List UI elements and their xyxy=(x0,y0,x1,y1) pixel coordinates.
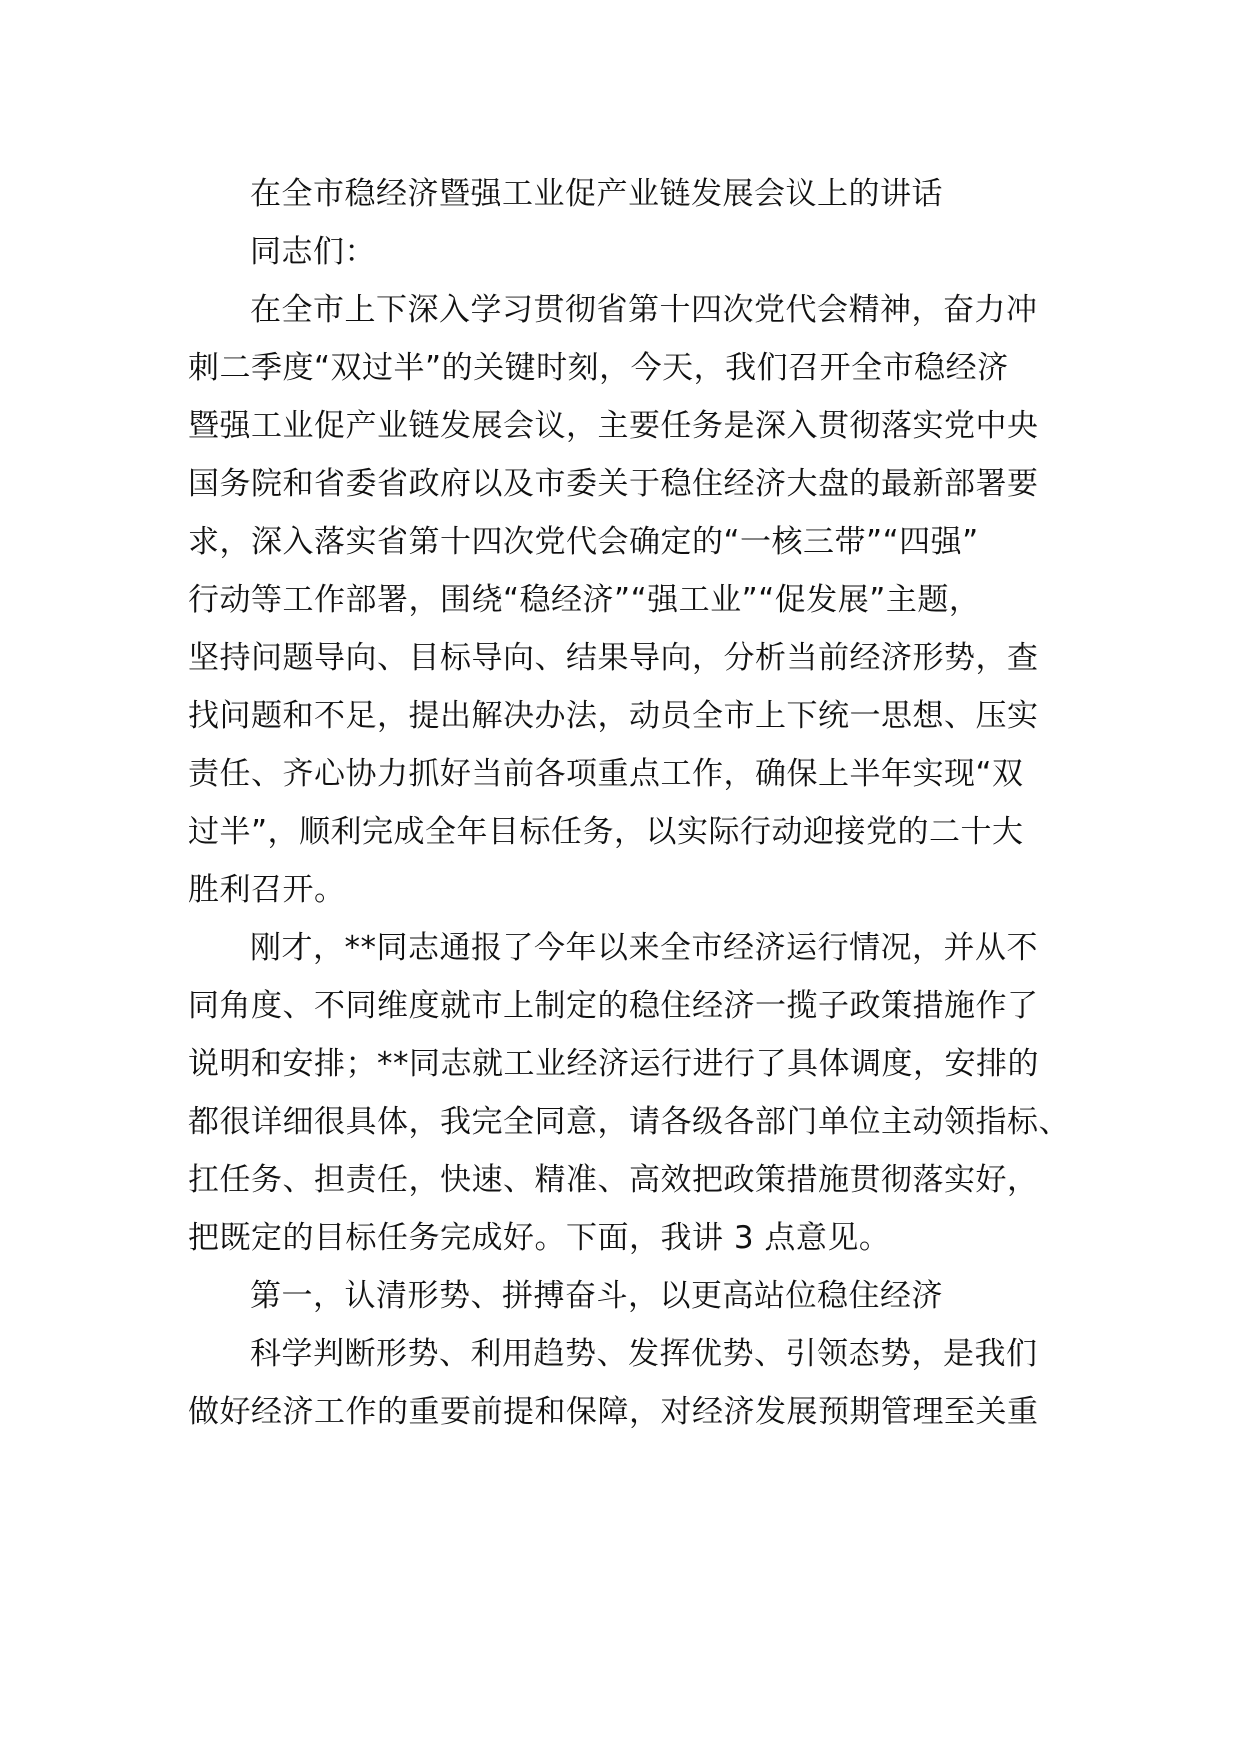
text-line: 暨强工业促产业链发展会议，主要任务是深入贯彻落实党中央 xyxy=(188,408,1039,444)
salutation: 同志们： xyxy=(250,234,376,270)
text-line: 国务院和省委省政府以及市委关于稳住经济大盘的最新部署要 xyxy=(188,466,1039,502)
text-line: 刚才，**同志通报了今年以来全市经济运行情况，并从不 xyxy=(250,930,1038,966)
text-line: 行动等工作部署，围绕“稳经济”“强工业”“促发展”主题， xyxy=(188,582,981,618)
text-line: 责任、齐心协力抓好当前各项重点工作，确保上半年实现“双 xyxy=(188,756,1024,792)
text-line: 都很详细很具体，我完全同意，请各级各部门单位主动领指标、 xyxy=(188,1104,1070,1140)
text-line: 求，深入落实省第十四次党代会确定的“一核三带”“四强” xyxy=(188,524,979,560)
text-line: 说明和安排；**同志就工业经济运行进行了具体调度，安排的 xyxy=(188,1046,1039,1082)
text-line: 坚持问题导向、目标导向、结果导向，分析当前经济形势，查 xyxy=(188,640,1039,676)
text-line: 同角度、不同维度就市上制定的稳住经济一揽子政策措施作了 xyxy=(188,988,1039,1024)
text-line: 扛任务、担责任，快速、精准、高效把政策措施贯彻落实好， xyxy=(188,1162,1039,1198)
text-line: 科学判断形势、利用趋势、发挥优势、引领态势，是我们 xyxy=(250,1336,1038,1372)
section-heading: 第一，认清形势、拼搏奋斗，以更高站位稳住经济 xyxy=(250,1278,943,1314)
text-line: 胜利召开。 xyxy=(188,872,346,908)
document-title: 在全市稳经济暨强工业促产业链发展会议上的讲话 xyxy=(250,176,943,212)
text-line: 刺二季度“双过半”的关键时刻，今天，我们召开全市稳经济 xyxy=(188,350,1009,386)
text-line: 做好经济工作的重要前提和保障，对经济发展预期管理至关重 xyxy=(188,1394,1039,1430)
text-line: 在全市上下深入学习贯彻省第十四次党代会精神，奋力冲 xyxy=(250,292,1038,328)
text-line: 过半”，顺利完成全年目标任务，以实际行动迎接党的二十大 xyxy=(188,814,1024,850)
text-line: 找问题和不足，提出解决办法，动员全市上下统一思想、压实 xyxy=(188,698,1039,734)
text-line: 把既定的目标任务完成好。下面，我讲 3 点意见。 xyxy=(188,1220,891,1256)
